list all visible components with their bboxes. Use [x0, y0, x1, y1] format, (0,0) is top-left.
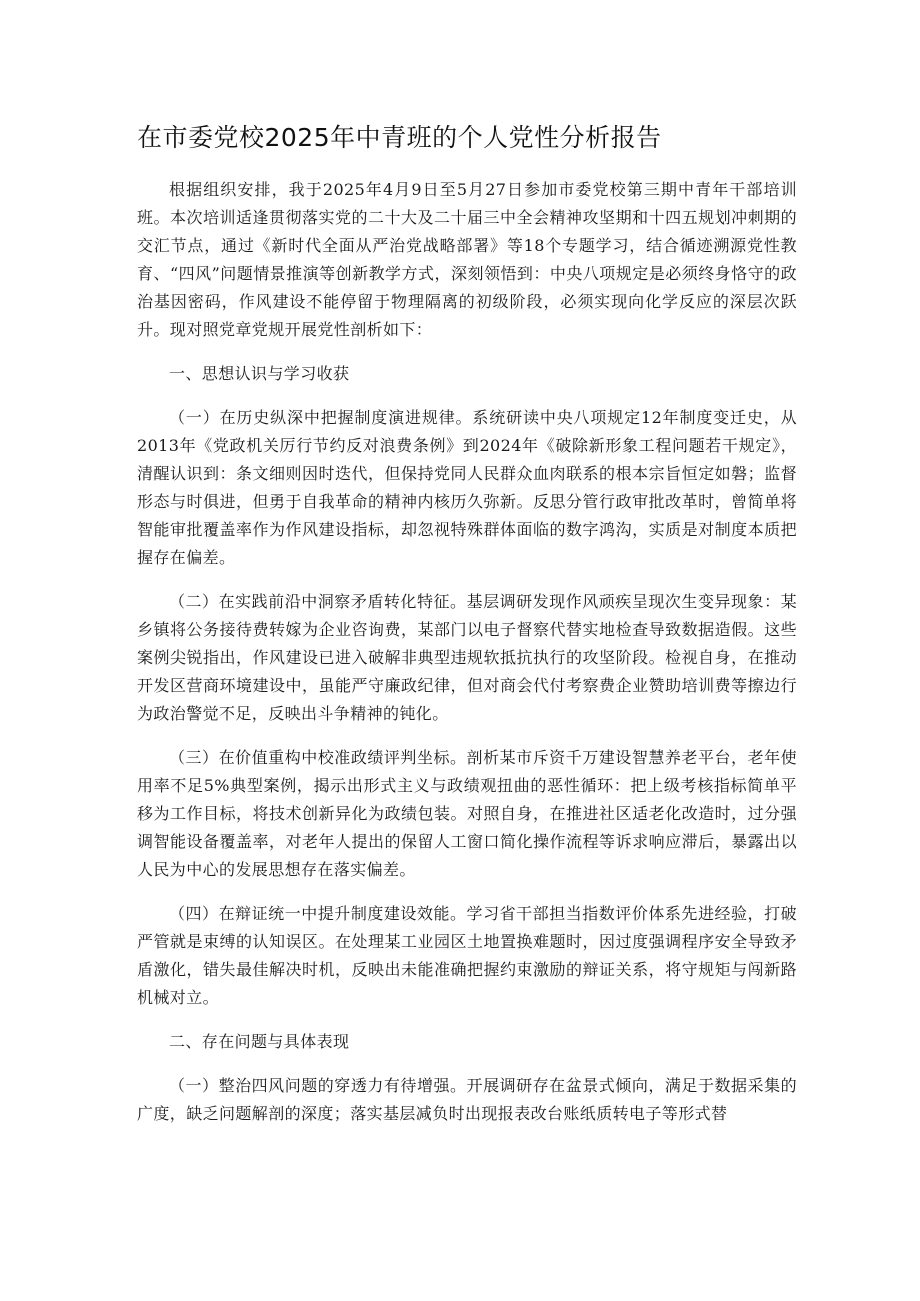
document-page — [137, 118, 797, 1144]
section1-paragraph-4: （四）在辩证统一中提升制度建设效能。学习省干部担当指数评价体系先进经验，打破严管就是束缚的认知误区。在处理某工业园区土地置换难题时，因过度强调程序安全导致矛盾激化，错失最佳解决时机，反映出未能准确把握约束激励的辩证关系，将守规矩与闯新路机械对立。 — [137, 904, 797, 1007]
section1-paragraph-3: （三）在价值重构中校准政绩评判坐标。剖析某市斥资千万建设智慧养老平台，老年使用率不足5%典型案例，揭示出形式主义与政绩观扭曲的恶性循环：把上级考核指标简单平移为工作目标，将技术创新异化为政绩包装。对照自身，在推进社区适老化改造时，过分强调智能设备覆盖率，对老年人提出的保留人工窗口简化操作流程等诉求响应滞后，暴露出以人民为中心的发展思想存在落实偏差。 — [137, 748, 797, 879]
intro-paragraph: 根据组织安排，我于2025年4月9日至5月27日参加市委党校第三期中青年干部培训班。本次培训适逢贯彻落实党的二十大及二十届三中全会精神攻坚期和十四五规划冲刺期的交汇节点，通过《新时代全面从严治党战略部署》等18个专题学习，结合循迹溯源党性教育、“四风”问题情景推演等创新教学方式，深刻领悟到：中央八项规定是必须终身恪守的政治基因密码，作风建设不能停留于物理隔离的初级阶段，必须实现向化学反应的深层次跃升。现对照党章党规开展党性剖析如下： — [137, 180, 797, 339]
section2-paragraph-1: （一）整治四风问题的穿透力有待增强。开展调研存在盆景式倾向，满足于数据采集的广度，缺乏问题解剖的深度；落实基层减负时出现报表改台账纸质转电子等形式替 — [137, 1076, 797, 1123]
section-heading-1: 一、思想认识与学习收获 — [169, 364, 350, 383]
section-heading-2: 二、存在问题与具体表现 — [169, 1032, 350, 1051]
section1-paragraph-1: （一）在历史纵深中把握制度演进规律。系统研读中央八项规定12年制度变迁史，从2013年《党政机关厉行节约反对浪费条例》到2024年《破除新形象工程问题若干规定》，清醒认识到：条文细则因时迭代，但保持党同人民群众血肉联系的根本宗旨恒定如磐；监督形态与时俱进，但勇于自我革命的精神内核历久弥新。反思分管行政审批改革时，曾简单将智能审批覆盖率作为作风建设指标，却忽视特殊群体面临的数字鸿沟，实质是对制度本质把握存在偏差。 — [137, 408, 797, 567]
section1-paragraph-2: （二）在实践前沿中洞察矛盾转化特征。基层调研发现作风顽疾呈现次生变异现象：某乡镇将公务接待费转嫁为企业咨询费，某部门以电子督察代替实地检查导致数据造假。这些案例尖锐指出，作风建设已进入破解非典型违规软抵抗执行的攻坚阶段。检视自身，在推动开发区营商环境建设中，虽能严守廉政纪律，但对商会代付考察费企业赞助培训费等擦边行为政治警觉不足，反映出斗争精神的钝化。 — [137, 592, 797, 723]
document-title: 在市委党校2025年中青班的个人党性分析报告 — [137, 123, 662, 152]
